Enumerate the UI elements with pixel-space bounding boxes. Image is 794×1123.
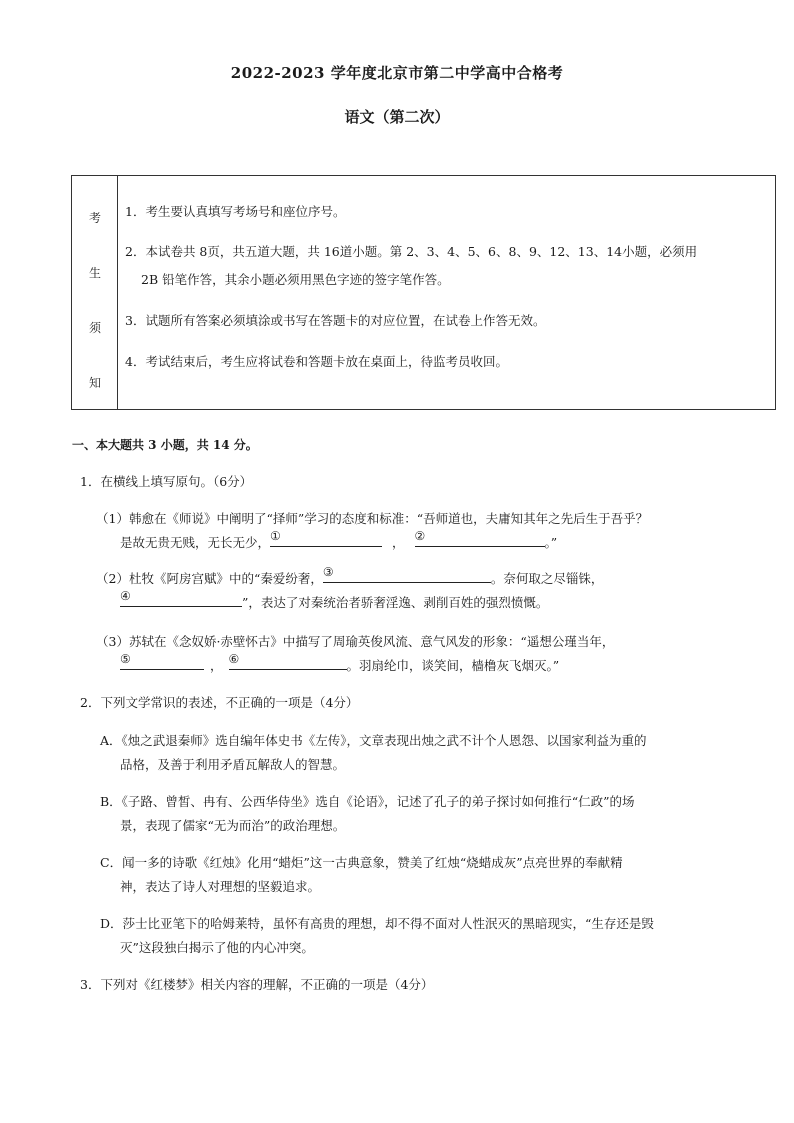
question-text: 。” [544, 535, 558, 550]
answer-blank-6[interactable] [228, 652, 347, 670]
question-text: 是故无贵无贱，无长无少， [120, 535, 271, 550]
answer-blank-3[interactable] [322, 565, 491, 583]
option-text-line: A．《烛之武退秦师》选自编年体史书《左传》，文章表现出烛之武不计个人恩怨、以国家利益为重的 [100, 733, 647, 748]
question-text-line: （3）苏轼在《念奴娇·赤壁怀古》中描写了周瑜英俊风流、意气风发的形象：“遥想公瑾当年， [96, 634, 615, 649]
option-text-line: D．莎士比亚笔下的哈姆莱特，虽怀有高贵的理想，却不得不面对人性泯灭的黑暗现实，“生存还是毁 [100, 916, 654, 931]
question-text-line: （1）韩愈在《师说》中阐明了“择师”学习的态度和标准：“吾师道也，夫庸知其年之先后生于吾乎？ [96, 511, 649, 526]
answer-blank-2[interactable] [414, 529, 545, 547]
option-text-line: 品格，及善于利用矛盾瓦解敌人的智慧。 [120, 757, 346, 772]
blank-number: ⑤ [120, 652, 131, 666]
option-text-line: B．《子路、曾皙、冉有、公西华侍坐》选自《论语》，记述了孔子的弟子探讨如何推行“仁政”的场 [100, 794, 635, 809]
question-text-line [96, 654, 614, 678]
notice-label-char: 生 [88, 266, 101, 280]
question-1-part-1 [96, 507, 648, 555]
question-text-line [96, 567, 603, 591]
notice-item: 1．考生要认真填写考场号和座位序号。 [125, 204, 346, 219]
notice-label-char: 考 [88, 211, 101, 225]
question-1-part-2 [96, 567, 603, 615]
blank-number: ② [414, 529, 426, 543]
notice-label-char: 须 [88, 321, 101, 335]
question-text-line [96, 591, 603, 615]
exam-title: 2022-2023 学年度北京市第二中学高中合格考 [230, 64, 564, 82]
option-text-line: 灭”这段独白揭示了他的内心冲突。 [120, 940, 314, 955]
notice-item: 4．考试结束后，考生应将试卷和答题卡放在桌面上，待监考员收回。 [125, 354, 508, 369]
question-2-option-a[interactable] [100, 729, 647, 777]
blank-number: ④ [120, 589, 131, 603]
section-heading: 一、本大题共 3 小题，共 14 分。 [72, 438, 258, 452]
question-3-stem: 3．下列对《红楼梦》相关内容的理解，不正确的一项是（4分） [80, 977, 434, 992]
question-2-stem: 2．下列文学常识的表述，不正确的一项是（4分） [80, 695, 359, 710]
blank-number: ⑥ [228, 652, 240, 666]
notice-item-continuation: 2B 铅笔作答，其余小题必须用黑色字迹的签字笔作答。 [141, 272, 450, 287]
blank-number: ① [270, 529, 281, 543]
option-text-line: 神，表达了诗人对理想的坚毅追求。 [120, 879, 321, 894]
exam-subtitle: 语文（第二次） [344, 108, 450, 126]
question-2-option-c[interactable] [100, 851, 623, 899]
question-1-stem: 1．在横线上填写原句。（6分） [80, 474, 253, 489]
question-text-line [96, 531, 648, 555]
exam-notice-box [71, 175, 776, 410]
question-text: ， [210, 658, 223, 673]
notice-label-column [72, 176, 118, 409]
question-text: （2）杜牧《阿房宫赋》中的“秦爱纷奢， [96, 571, 323, 586]
question-2-option-b[interactable] [100, 790, 634, 838]
answer-blank-1[interactable] [270, 529, 382, 547]
option-text-line: 景，表现了儒家“无为而治”的政治理想。 [120, 818, 346, 833]
question-text: 。羽扇纶巾，谈笑间，樯橹灰飞烟灭。” [346, 658, 560, 673]
notice-label-char: 知 [88, 376, 101, 390]
notice-item-line: 2．本试卷共 8页，共五道大题，共 16道小题。第 2、3、4、5、6、8、9、12、13、14小题，必须用 [125, 244, 698, 259]
notice-item [125, 238, 765, 294]
answer-blank-4[interactable] [120, 589, 242, 607]
answer-blank-5[interactable] [120, 652, 204, 670]
question-1-part-3 [96, 630, 614, 678]
option-text-line: C．闻一多的诗歌《红烛》化用“蜡炬”这一古典意象，赞美了红烛“烧蜡成灰”点亮世界的奉献精 [100, 855, 623, 870]
blank-number: ③ [322, 565, 334, 579]
notice-item: 3．试题所有答案必须填涂或书写在答题卡的对应位置，在试卷上作答无效。 [125, 313, 546, 328]
question-2-option-d[interactable] [100, 912, 654, 960]
question-text: ， [392, 535, 405, 550]
question-text: 。奈何取之尽锱铢， [490, 571, 604, 586]
question-text: ”，表达了对秦统治者骄奢淫逸、剥削百姓的强烈愤慨。 [242, 595, 549, 610]
